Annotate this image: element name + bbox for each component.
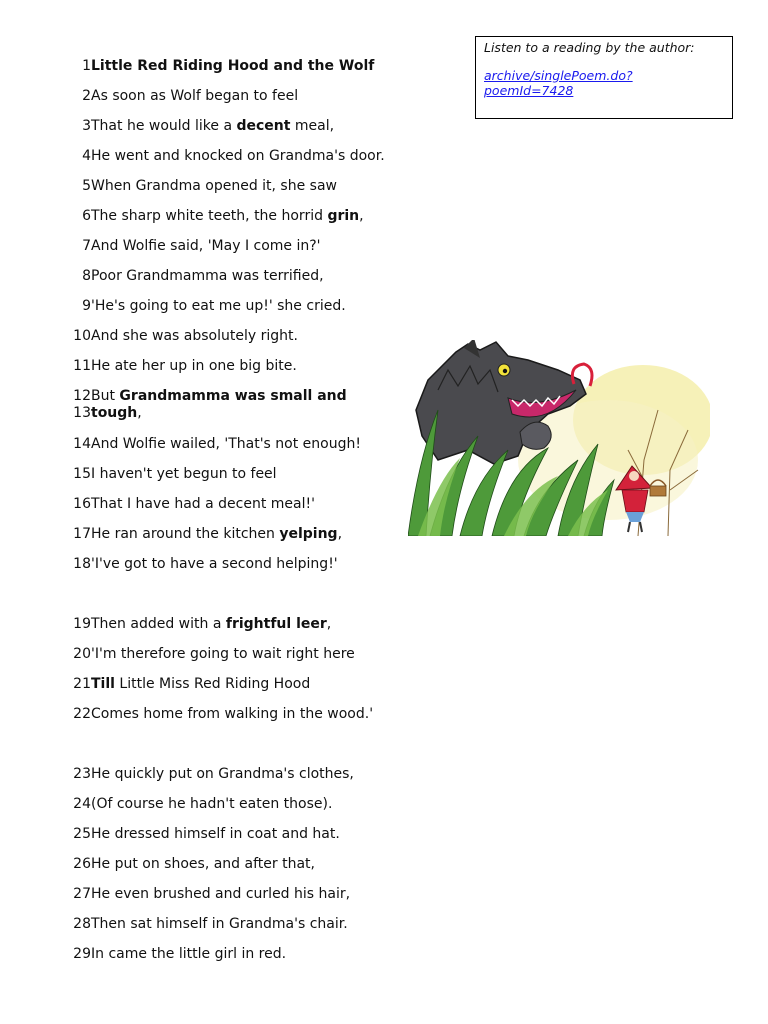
line-text: He ran around the kitchen: [91, 526, 280, 542]
line-number: 17: [73, 526, 91, 542]
emphasized-text: frightful leer: [225, 616, 327, 632]
line-text: ,: [326, 616, 332, 632]
line-number: 25: [73, 826, 91, 842]
poem-line: [68, 298, 368, 315]
line-number: 15: [73, 466, 91, 482]
line-text: Poor Grandmamma was terrified,: [91, 268, 324, 284]
poem-line: [68, 388, 368, 405]
line-text: He ate her up in one big bite.: [91, 358, 297, 374]
line-text: 'He's going to eat me up!' she cried.: [91, 298, 346, 314]
poem-line: [68, 148, 385, 165]
poem-line: [68, 796, 368, 813]
poem-line: [68, 466, 368, 483]
line-number: 20: [73, 646, 91, 662]
line-text: ,: [337, 526, 343, 542]
poem-line: [68, 946, 368, 963]
line-text: And she was absolutely right.: [91, 328, 298, 344]
line-number: 29: [73, 946, 91, 962]
line-number: 28: [73, 916, 91, 932]
line-text: ,: [359, 208, 364, 224]
line-number: 22: [73, 706, 91, 722]
line-number: 9: [82, 298, 91, 314]
line-text: Comes home from walking in the wood.': [91, 706, 374, 722]
line-number: 13: [73, 405, 91, 421]
line-number: 21: [73, 676, 91, 692]
line-text: And Wolfie wailed, 'That's not enough!: [91, 436, 361, 452]
line-text: When Grandma opened it, she saw: [91, 178, 337, 194]
poem-line: [68, 826, 368, 843]
line-text: As soon as Wolf began to feel: [91, 88, 299, 104]
line-number: 2: [82, 88, 91, 104]
emphasized-text: grin: [327, 208, 360, 224]
poem-line: [68, 238, 368, 255]
poem-archive-link[interactable]: archive/singlePoem.do? poemId=7428: [484, 68, 633, 98]
line-text: He even brushed and curled his hair,: [91, 886, 351, 902]
line-text: And Wolfie said, 'May I come in?': [91, 238, 321, 254]
emphasized-text: Little Red Riding Hood and the Wolf: [91, 58, 375, 74]
poem-line: [68, 358, 368, 375]
poem-line: [68, 118, 368, 135]
poem-line: [68, 706, 374, 723]
emphasized-text: tough: [91, 405, 138, 421]
wolf-and-red-riding-hood-illustration: [408, 340, 710, 536]
emphasized-text: Till: [91, 676, 115, 692]
line-text: Then sat himself in Grandma's chair.: [91, 916, 348, 932]
poem-line: [68, 916, 368, 933]
poem-line: [68, 405, 368, 422]
line-number: 18: [73, 556, 91, 572]
poem-line: [68, 856, 368, 873]
poem-line: [68, 208, 368, 225]
audio-box-label: Listen to a reading by the author:: [484, 40, 695, 55]
line-number: 12: [73, 388, 91, 404]
poem-line: [68, 88, 368, 105]
line-number: 6: [82, 208, 91, 224]
poem-line: [68, 496, 368, 513]
poem-line: [68, 436, 368, 453]
line-number: 7: [82, 238, 91, 254]
poem-line: [68, 766, 368, 783]
poem-line: [68, 526, 368, 543]
poem-line: [68, 328, 368, 345]
line-number: 14: [73, 436, 91, 452]
line-text: That I have had a decent meal!': [91, 496, 315, 512]
line-text: He quickly put on Grandma's clothes,: [91, 766, 354, 782]
poem-line: [68, 58, 375, 75]
line-text: The sharp white teeth, the horrid: [91, 208, 328, 224]
line-text: In came the little girl in red.: [91, 946, 287, 962]
line-number: 19: [73, 616, 91, 632]
emphasized-text: yelping: [279, 526, 338, 542]
line-text: (Of course he hadn't eaten those).: [91, 796, 333, 812]
line-number: 26: [73, 856, 91, 872]
poem-line: [68, 886, 368, 903]
poem-line: [68, 676, 368, 693]
line-text: He went and knocked on Grandma's door.: [91, 148, 385, 164]
poem-line: [68, 178, 368, 195]
line-text: meal,: [290, 118, 335, 134]
line-number: 11: [73, 358, 91, 374]
line-number: 23: [73, 766, 91, 782]
line-text: Little Miss Red Riding Hood: [114, 676, 311, 692]
line-text: I haven't yet begun to feel: [91, 466, 277, 482]
line-number: 1: [82, 58, 91, 74]
line-number: 24: [73, 796, 91, 812]
line-text: But: [91, 388, 120, 404]
line-number: 3: [82, 118, 91, 134]
emphasized-text: decent: [236, 118, 291, 134]
poem-line: [68, 616, 368, 633]
line-text: 'I'm therefore going to wait right here: [91, 646, 355, 662]
emphasized-text: Grandmamma was small and: [119, 388, 347, 404]
line-number: 4: [82, 148, 91, 164]
poem-line: [68, 646, 368, 663]
line-text: 'I've got to have a second helping!': [91, 556, 338, 572]
line-text: That he would like a: [91, 118, 237, 134]
line-number: 16: [73, 496, 91, 512]
line-number: 27: [73, 886, 91, 902]
line-text: He dressed himself in coat and hat.: [91, 826, 340, 842]
line-number: 8: [82, 268, 91, 284]
line-text: He put on shoes, and after that,: [91, 856, 315, 872]
audio-reading-box: [475, 36, 733, 119]
poem-line: [68, 556, 368, 573]
line-text: ,: [137, 405, 142, 421]
line-number: 5: [82, 178, 91, 194]
poem-line: [68, 268, 368, 285]
line-number: 10: [73, 328, 91, 344]
line-text: Then added with a: [91, 616, 226, 632]
